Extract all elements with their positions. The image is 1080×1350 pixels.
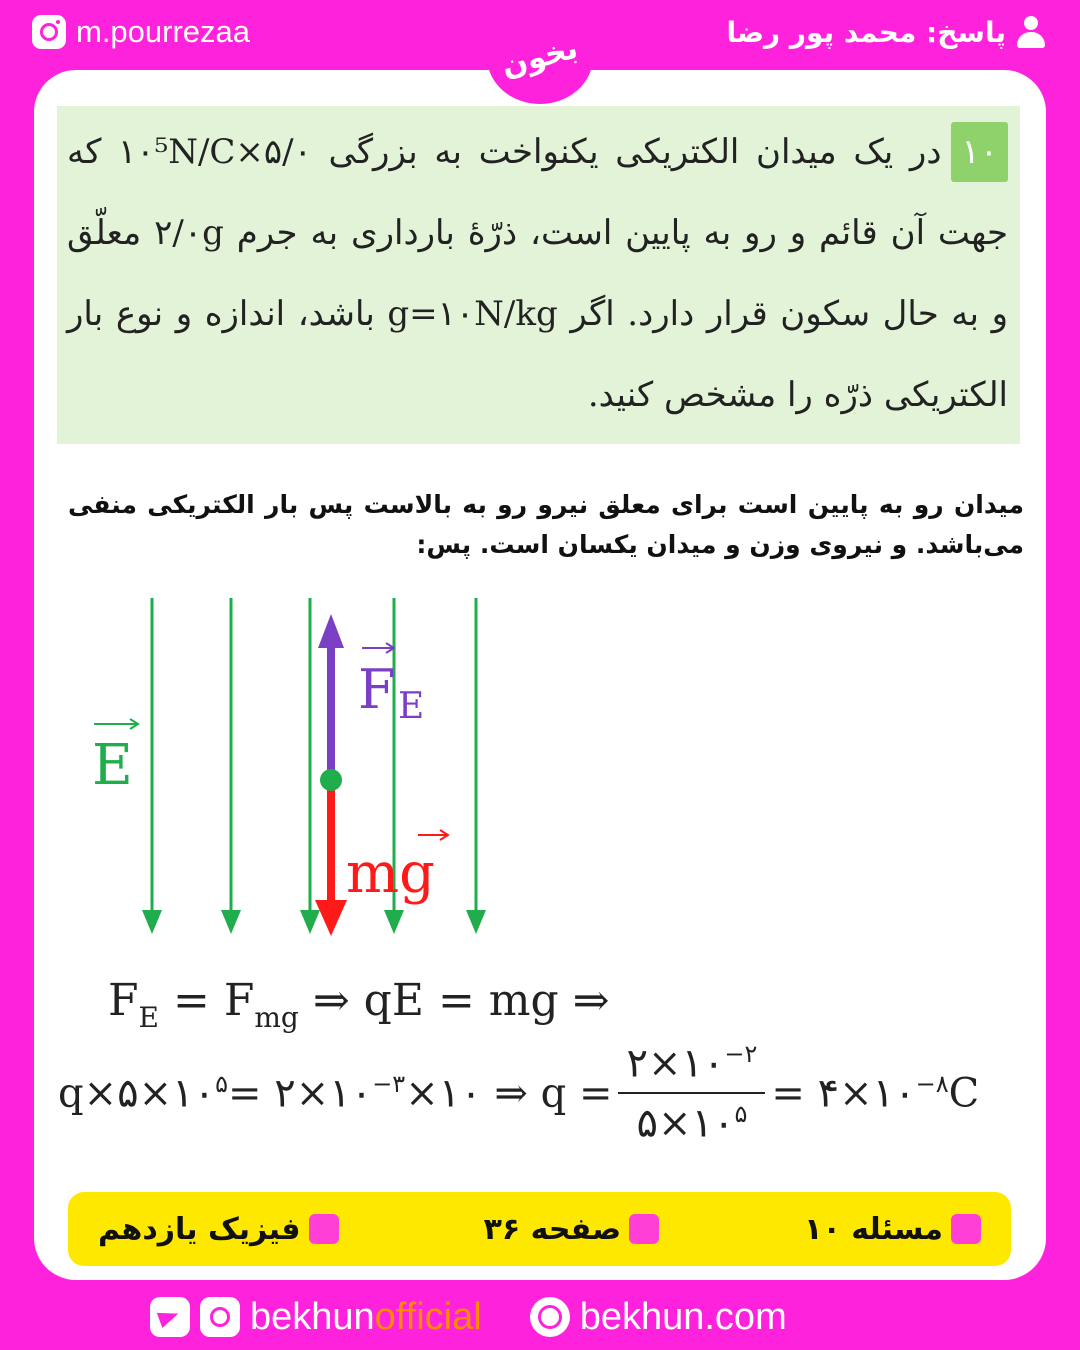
problem-text: در یک میدان الکتریکی یکنواخت به بزرگی ۵/۰×۱۰⁵N/C که جهت آن قائم و رو به پایین است، ذرّهٔ بارداری به جرم ۲/۰g معلّق و به حال سکون قرار دارد. اگر g=۱۰N/kg باشد، اندازه و نوع بار الکتریکی ذرّه را مشخص کنید. xyxy=(67,132,1008,415)
field-line-arrowhead xyxy=(221,910,241,934)
footer-links xyxy=(150,1292,787,1342)
calc-result-exp: −۸ xyxy=(915,1070,949,1099)
problem-number-badge: ۱۰ xyxy=(951,122,1008,182)
globe-icon xyxy=(530,1297,570,1337)
book-name-item xyxy=(98,1212,339,1247)
calc-mid2: ×۱۰ ⇒ q = xyxy=(405,1070,613,1117)
mg-label-text: mg xyxy=(346,841,435,906)
user-icon xyxy=(1016,16,1046,48)
frac-den-base: ۵×۱۰ xyxy=(636,1100,735,1147)
formula-rest: ⇒ qE = mg ⇒ xyxy=(298,975,610,1026)
answerer-text: پاسخ: محمد پور رضا xyxy=(726,15,1006,49)
electric-force-arrowhead xyxy=(318,614,344,648)
field-label-text: E xyxy=(92,733,133,798)
calc-result-base: = ۴×۱۰ xyxy=(771,1070,916,1117)
field-line-arrowhead xyxy=(142,910,162,934)
website-link[interactable]: bekhun.com xyxy=(579,1295,787,1338)
problem-text-block xyxy=(67,112,1008,436)
formula-fe: F xyxy=(108,975,139,1026)
teacher-icon xyxy=(951,1214,981,1244)
instagram-handle-text: m.pourrezaa xyxy=(76,14,251,49)
field-label xyxy=(92,719,138,798)
calc-result xyxy=(771,1070,979,1116)
calc-mid xyxy=(228,1070,612,1116)
problem-number-item xyxy=(804,1212,981,1247)
instagram-icon xyxy=(32,15,66,49)
formula-fmg: F xyxy=(223,975,255,1026)
formula-eq: = xyxy=(158,975,224,1026)
fraction-denominator xyxy=(629,1094,756,1146)
formula-calculation xyxy=(58,1040,979,1147)
fraction-numerator xyxy=(618,1040,765,1094)
frac-num-base: ۲×۱۰ xyxy=(626,1040,725,1087)
book-name-label: فیزیک یازدهم xyxy=(98,1211,301,1247)
social-handle-accent: official xyxy=(374,1295,482,1338)
calc-unit: C xyxy=(948,1070,980,1117)
logo-text: بخون xyxy=(498,30,582,84)
weight-arrowhead xyxy=(315,900,347,936)
bekhun-logo xyxy=(487,10,593,104)
instagram-icon[interactable] xyxy=(200,1297,240,1337)
frac-den-exp: ۵ xyxy=(734,1100,748,1129)
fe-label-text: F xyxy=(358,658,396,721)
page-number-label: صفحه ۳۶ xyxy=(483,1211,622,1247)
calc-mid-base: = ۲×۱۰ xyxy=(227,1070,373,1117)
formula-fe-sub: E xyxy=(138,1001,159,1034)
problem-box xyxy=(57,106,1020,444)
calc-fraction xyxy=(618,1040,765,1147)
calc-left-exp: ۵ xyxy=(215,1070,228,1099)
calc-left-base: q×۵×۱۰ xyxy=(58,1070,216,1117)
electric-force-label xyxy=(358,643,424,727)
instagram-handle-header[interactable] xyxy=(32,10,250,54)
force-diagram xyxy=(80,590,500,950)
weight-label xyxy=(346,830,448,906)
social-handle[interactable] xyxy=(250,1296,482,1339)
frac-num-exp: −۲ xyxy=(724,1040,758,1068)
info-bar xyxy=(68,1192,1011,1266)
graduation-cap-icon xyxy=(309,1214,339,1244)
page-number-item xyxy=(484,1212,659,1247)
answerer-credit xyxy=(726,10,1046,54)
calc-mid-exp: −۳ xyxy=(372,1070,406,1099)
answer-explanation: میدان رو به پایین است برای معلق نیرو رو به بالاست پس بار الکتریکی منفی می‌باشد. و نیروی وزن و میدان یکسان است. پس: xyxy=(68,490,1024,559)
open-book-icon xyxy=(629,1214,659,1244)
field-line-arrowhead xyxy=(466,910,486,934)
telegram-icon[interactable] xyxy=(150,1297,190,1337)
field-line-arrowhead xyxy=(300,910,320,934)
formula-equilibrium xyxy=(108,975,610,1034)
social-handle-main: bekhun xyxy=(250,1295,375,1338)
field-line-arrowhead xyxy=(384,910,404,934)
formula-fmg-sub: mg xyxy=(254,1001,299,1034)
fe-label-sub: E xyxy=(398,686,425,727)
particle-dot xyxy=(320,769,342,791)
problem-number-label: مسئله ۱۰ xyxy=(804,1211,943,1247)
calc-left xyxy=(58,1070,228,1116)
